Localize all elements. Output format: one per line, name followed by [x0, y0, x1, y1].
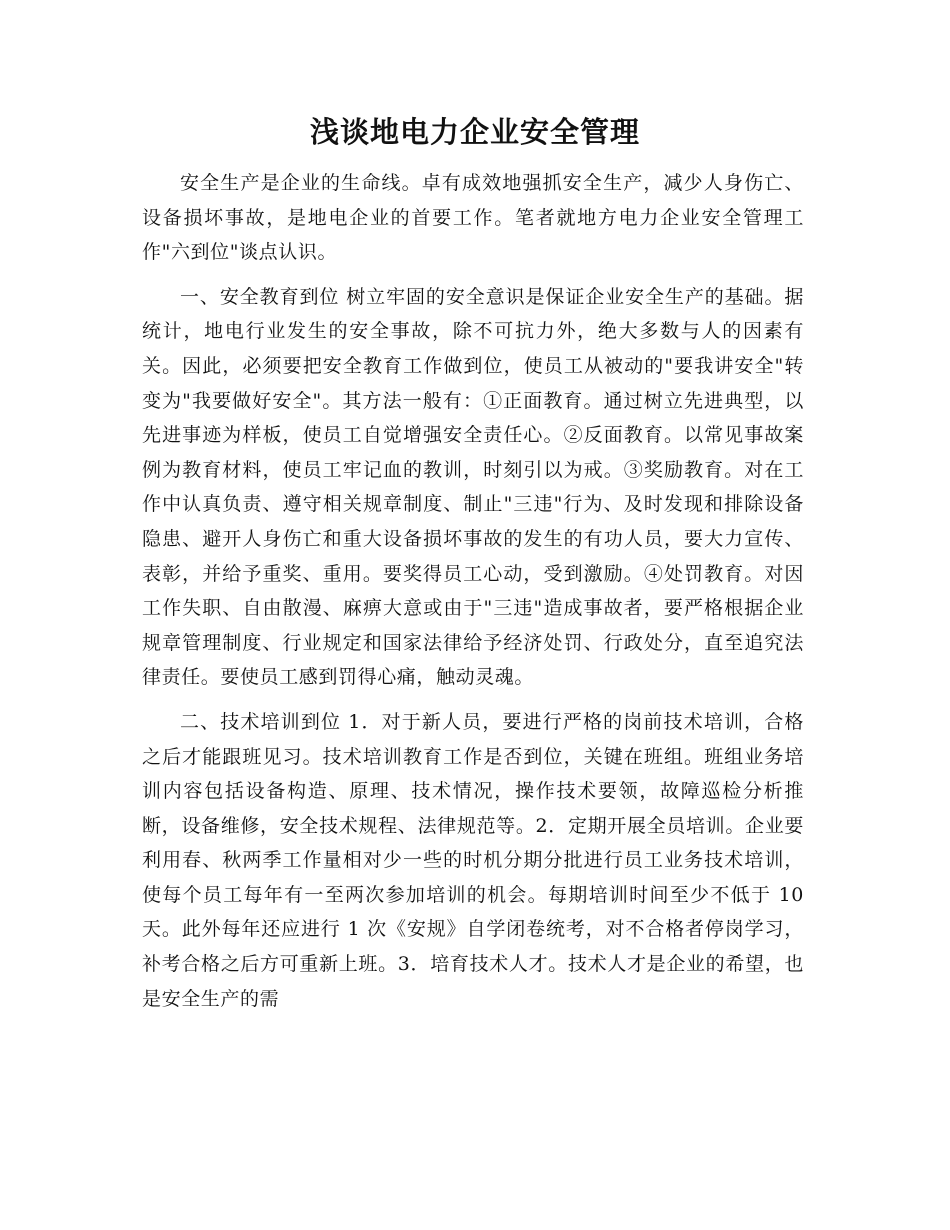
paragraph-safety-education: 一、安全教育到位 树立牢固的安全意识是保证企业安全生产的基础。据统计，地电行业发生的安全事故，除不可抗力外，绝大多数与人的因素有关。因此，必须要把安全教育工作做到位，使员工从被动的"要我讲安全"转变为"我要做好安全"。其方法一般有：①正面教育。通过树立先进典型，以先进事迹为样板，使员工自觉增强安全责任心。②反面教育。以常见事故案例为教育材料，使员工牢记血的教训，时刻引以为戒。③奖励教育。对在工作中认真负责、遵守相关规章制度、制止"三违"行为、及时发现和排除设备隐患、避开人身伤亡和重大设备损坏事故的发生的有功人员，要大力宣传、表彰，并给予重奖、重用。要奖得员工心动，受到激励。④处罚教育。对因工作失职、自由散漫、麻痹大意或由于"三违"造成事故者，要严格根据企业规章管理制度、行业规定和国家法律给予经济处罚、行政处分，直至追究法律责任。要使员工感到罚得心痛，触动灵魂。 — [142, 285, 804, 689]
document-title: 浅谈地电力企业安全管理 — [309, 115, 640, 149]
paragraph-intro: 安全生产是企业的生命线。卓有成效地强抓安全生产，减少人身伤亡、设备损坏事故，是地电企业的首要工作。笔者就地方电力企业安全管理工作"六到位"谈点认识。 — [142, 172, 804, 264]
paragraph-technical-training: 二、技术培训到位 1．对于新人员，要进行严格的岗前技术培训，合格之后才能跟班见习。技术培训教育工作是否到位，关键在班组。班组业务培训内容包括设备构造、原理、技术情况，操作技术要领，故障巡检分析推断，设备维修，安全技术规程、法律规范等。2．定期开展全员培训。企业要利用春、秋两季工作量相对少一些的时机分期分批进行员工业务技术培训，使每个员工每年有一至两次参加培训的机会。每期培训时间至少不低于 10 天。此外每年还应进行 1 次《安规》自学闭卷统考，对不合格者停岗学习，补考合格之后方可重新上班。3．培育技术人才。技术人才是企业的希望，也是安全生产的需 — [142, 710, 804, 1010]
document-body — [142, 166, 804, 1016]
